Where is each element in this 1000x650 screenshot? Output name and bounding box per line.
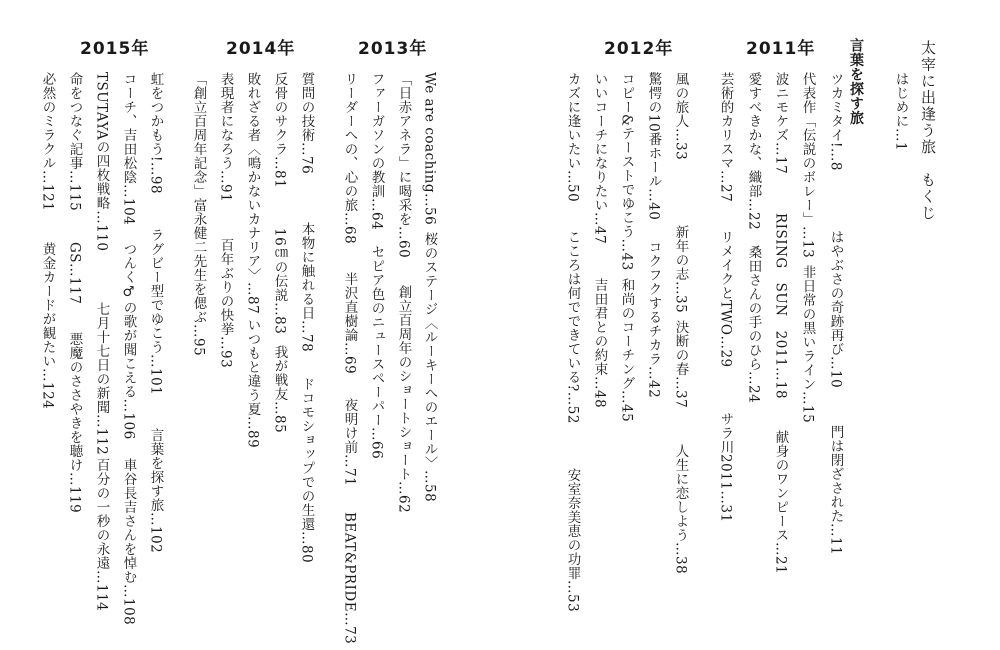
toc-entry: ツカミタイ!…8 — [827, 72, 844, 172]
year-heading-2013: 2013年 — [358, 39, 428, 59]
toc-entry: 安室奈美恵の功罪…53 — [564, 468, 581, 613]
toc-entry: 本物に触れる日…78 — [298, 222, 315, 353]
toc-entry: 桜のステージ〈ルーキーへのエール〉…58 — [421, 232, 438, 503]
toc-entry: カズに逢いたい…50 — [564, 72, 581, 203]
toc-entry: 「創立百周年記念」富永健二先生を偲ぶ…95 — [190, 72, 207, 357]
toc-entry: 虹をつかもう!…98 — [147, 72, 164, 195]
toc-entry: 反骨のサクラ…81 — [271, 72, 288, 189]
toc-entry: 吉田君との約束…48 — [591, 278, 608, 409]
toc-entry: 七月十七日の新聞…112 — [93, 302, 110, 456]
toc-entry: 非日常の黒いライン…15 — [799, 265, 816, 424]
toc-entry: サラ川2011…31 — [717, 412, 734, 523]
toc-entry: RISING SUN 2011…18 — [772, 213, 789, 400]
toc-entry: 車谷長吉さんを悼む…108 — [120, 458, 137, 626]
year-heading-2011: 2011年 — [746, 39, 816, 59]
toc-entry: セピア色のニュースペーパー…66 — [368, 245, 385, 460]
toc-entry: 百年ぶりの快挙…93 — [217, 238, 234, 369]
toc-entry: 決断の春…37 — [672, 320, 689, 409]
toc-entry: 愛すべきかな、織部…22 — [745, 72, 762, 231]
toc-entry: 桑田さんの手のひら…24 — [745, 245, 762, 404]
year-heading-2012: 2012年 — [604, 39, 674, 59]
toc-entry: いいコーチになりたい…47 — [591, 72, 608, 245]
toc-entry: 芸術的カリスマ…27 — [717, 72, 734, 203]
year-heading-2014: 2014年 — [226, 39, 296, 59]
toc-entry: いつもと違う夏…89 — [244, 318, 261, 449]
toc-entry: コピー&テーストでゆこう…43 — [618, 72, 635, 271]
toc-entry: 悪魔のささやきを聴け…119 — [66, 332, 83, 514]
toc-entry: 献身のワンピース…21 — [772, 430, 789, 575]
toc-entry: 風の旅人…33 — [672, 72, 689, 161]
toc-entry: 「日赤アネラ」に喝采を…60 — [395, 72, 412, 259]
toc-entry: 半沢直樹論…69 — [341, 272, 358, 375]
toc-entry: コクフクするチカラ…42 — [645, 240, 662, 399]
toc-entry: BEAT&PRIDE…73 — [341, 512, 358, 645]
toc-intro: はじめに…1 — [892, 72, 909, 152]
toc-entry: 百分の一秒の永遠…114 — [93, 458, 110, 612]
year-heading-2015: 2015年 — [80, 39, 150, 59]
toc-entry: 人生に恋しよう…38 — [672, 444, 689, 575]
toc-entry: ドコモショップでの生還…80 — [298, 377, 315, 564]
toc-entry: コーチ、吉田松陰…104 — [120, 72, 137, 226]
toc-entry: はやぶさの奇跡再び…10 — [827, 230, 844, 389]
section-heading: 言葉を探す旅 — [848, 38, 864, 125]
toc-entry: ラグビー型でゆこう…101 — [147, 228, 164, 396]
toc-entry: 16㎝の伝説…83 — [271, 228, 288, 335]
toc-entry: 我が戦友…85 — [271, 345, 288, 434]
toc-entry: 夜明け前…71 — [341, 398, 358, 487]
toc-entry: 命をつなぐ記事…115 — [66, 72, 83, 212]
toc-entry: 波ニモケズ…17 — [772, 72, 789, 175]
toc-entry: つんく♂の歌が聞こえる…106 — [120, 242, 137, 440]
toc-entry: こころは何でできている?…52 — [564, 230, 581, 424]
toc-entry: 表現者になろう…91 — [217, 72, 234, 203]
toc-entry: 驚愕の10番ホール…40 — [645, 72, 662, 221]
toc-entry: リメイクとTWO…29 — [717, 230, 734, 368]
toc-entry: 質問の技術…76 — [298, 72, 315, 175]
toc-entry: 敗れざる者〈鳴かないカナリア〉…87 — [244, 72, 261, 315]
toc-title: 太宰に出逢う旅 もくじ — [919, 40, 937, 222]
toc-entry: 必然のミラクル…121 — [39, 72, 56, 212]
toc-entry: TSUTAYAの四枚戦略…110 — [93, 72, 110, 252]
toc-entry: リーダーへの、心の旅…68 — [341, 72, 358, 245]
toc-entry: ファーガソンの教訓…64 — [368, 72, 385, 231]
toc-entry: 言葉を探す旅…102 — [147, 428, 164, 554]
toc-entry: We are coaching…56 — [421, 72, 438, 226]
toc-entry: GS…117 — [66, 242, 83, 305]
toc-entry: 代表作「伝説のボレー」…13 — [799, 72, 816, 259]
toc-entry: 黄金カードが観たい…124 — [39, 242, 56, 410]
toc-entry: 和尚のコーチング…45 — [618, 278, 635, 423]
toc-entry: 新年の志…35 — [672, 225, 689, 314]
toc-entry: 門は閉ざされた…11 — [827, 425, 844, 556]
toc-entry: 創立百周年のショートショート…62 — [395, 285, 412, 514]
